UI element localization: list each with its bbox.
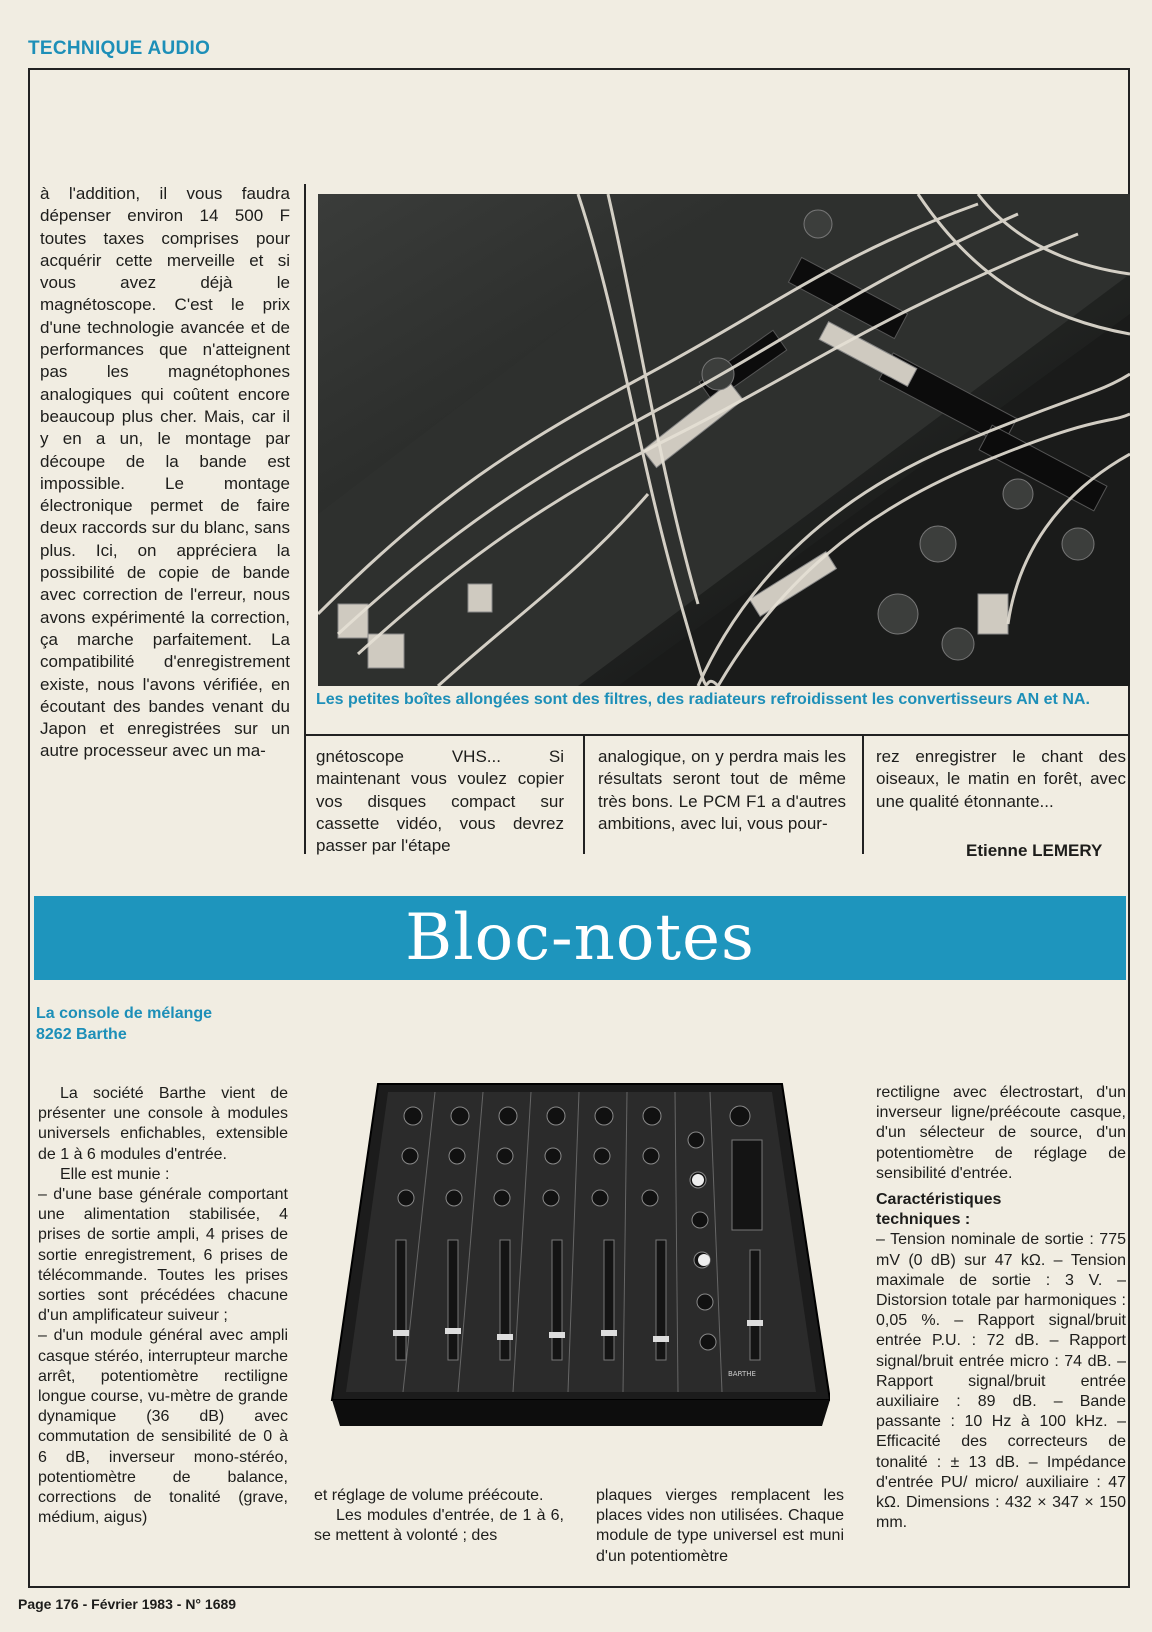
author-signature: Etienne LEMERY <box>966 841 1103 860</box>
article-column-2 <box>316 746 564 857</box>
bloc-column-1 <box>38 1084 288 1528</box>
column-divider <box>583 736 585 854</box>
bloc-col1-intro: La société Barthe vient de présenter une console à modules universels enfichables, extensible de 1 à 6 modules d'entrée. <box>38 1085 288 1163</box>
console-brand-label: BARTHE <box>728 1370 756 1378</box>
bloc-column-4 <box>876 1083 1126 1533</box>
bloc-col1-module: – d'un module général avec ampli casque stéréo, interrupteur marche arrêt, potentiomètre rectiligne longue course, vu-mètre de grande dynamique (36 dB) avec commutation de sensibilité de 0 à 6 dB, inverseur mono-stéréo, potentiomètre de balance, corrections de tonalité (grave, médium, aigus) <box>38 1327 288 1527</box>
article-col1-text: à l'addition, il vous faudra dépenser environ 14 500 F toutes taxes comprises pour acquérir cette merveille et si vous avez déjà le magnétoscope. C'est le prix d'une technologie avancée et de performances que n'atteignent pas les magnétophones analogiques qui coûtent encore beaucoup plus cher. Mais, car il y en a un, le montage par découpe de la bande est impossible. Le montage électronique permet de faire deux raccords sur du blanc, sans plus. Ici, on appréciera la possibilité de copie de bande avec correction de l'erreur, nous avons expérimenté la correction, ça marche parfaitement. La compatibilité d'enregistrement existe, nous l'avons vérifiée, en écoutant des bandes venant du Japon et enregistrées sur un autre processeur avec un ma- <box>40 184 290 761</box>
article-column-4 <box>876 746 1126 813</box>
bloc-column-2 <box>314 1486 564 1547</box>
bloc-col3-p1: plaques vierges remplacent les places vides non utilisées. Chaque module de type universel est muni d'un potentiomètre <box>596 1487 844 1565</box>
article-col4-text: rez enregistrer le chant des oiseaux, le matin en forêt, avec une qualité étonnante... <box>876 747 1126 811</box>
column-divider <box>304 184 306 854</box>
frame-border-left <box>28 68 30 1588</box>
page-footer: Page 176 - Février 1983 - N° 1689 <box>18 1596 237 1612</box>
photo-caption: Les petites boîtes allongées sont des filtres, des radiateurs refroidissent les convertisseurs AN et NA. <box>316 691 1090 708</box>
bloc-notes-title: Bloc-notes <box>405 901 755 975</box>
frame-border-top <box>28 68 1130 70</box>
frame-border-bottom <box>28 1586 1130 1588</box>
caption-rule <box>304 734 1130 736</box>
column-divider <box>862 736 864 854</box>
article-col3-text: analogique, on y perdra mais les résultats seront tout de même très bons. Le PCM F1 a d'autres ambitions, avec lui, vous pour- <box>598 747 846 833</box>
bloc-column-3 <box>596 1486 844 1567</box>
bloc-col1-base: – d'une base générale comportant une alimentation stabilisée, 4 prises de sortie ampli, 4 prises de sortie enregistrement, 6 prises de télécommande. Toutes les prises sorties sont précédées chacune d'un amplificateur suiveur ; <box>38 1186 288 1325</box>
specs-heading-line-1: Caractéristiques <box>876 1191 1002 1209</box>
bloc-col1-munie: Elle est munie : <box>60 1165 170 1183</box>
subhead-line-1: La console de mélange <box>36 1005 213 1022</box>
article-column-1 <box>40 183 290 763</box>
article-col2-text: gnétoscope VHS... Si maintenant vous voulez copier vos disques compact sur cassette vidéo, vous devrez passer par l'étape <box>316 747 564 856</box>
mixing-console-photo <box>330 1080 830 1430</box>
bloc-subhead <box>36 1003 212 1045</box>
bloc-col2-p1: et réglage de volume préécoute. <box>314 1487 544 1504</box>
bloc-col4-p1: rectiligne avec électrostart, d'un inverseur ligne/préécoute casque, d'un sélecteur de source, d'un potentiomètre de réglage de sensibilité d'entrée. <box>876 1084 1126 1182</box>
circuit-board-photo <box>318 194 1130 686</box>
specs-text: – Tension nominale de sortie : 775 mV (0 dB) sur 47 kΩ. – Tension maximale de sortie : 3 V. – Distorsion totale par harmoniques : 0,05 %. – Rapport signal/bruit entrée P.U. : 72 dB. – Rapport signal/bruit entrée micro : 74 dB. – Rapport signal/bruit entrée auxiliaire : 89 dB. – Bande passante : 10 Hz à 100 kHz. – Efficacité des correcteurs de tonalité : ± 13 dB. – Impédance d'entrée PU/ micro/ auxiliaire : 47 kΩ. Dimensions : 432 × 347 × 150 mm. <box>876 1231 1126 1532</box>
section-header: TECHNIQUE AUDIO <box>28 38 211 59</box>
article-column-3 <box>598 746 846 835</box>
subhead-line-2: 8262 Barthe <box>36 1026 127 1043</box>
bloc-col2-p2: Les modules d'entrée, de 1 à 6, se mettent à volonté ; des <box>314 1507 564 1545</box>
specs-heading-line-2: techniques : <box>876 1211 971 1229</box>
